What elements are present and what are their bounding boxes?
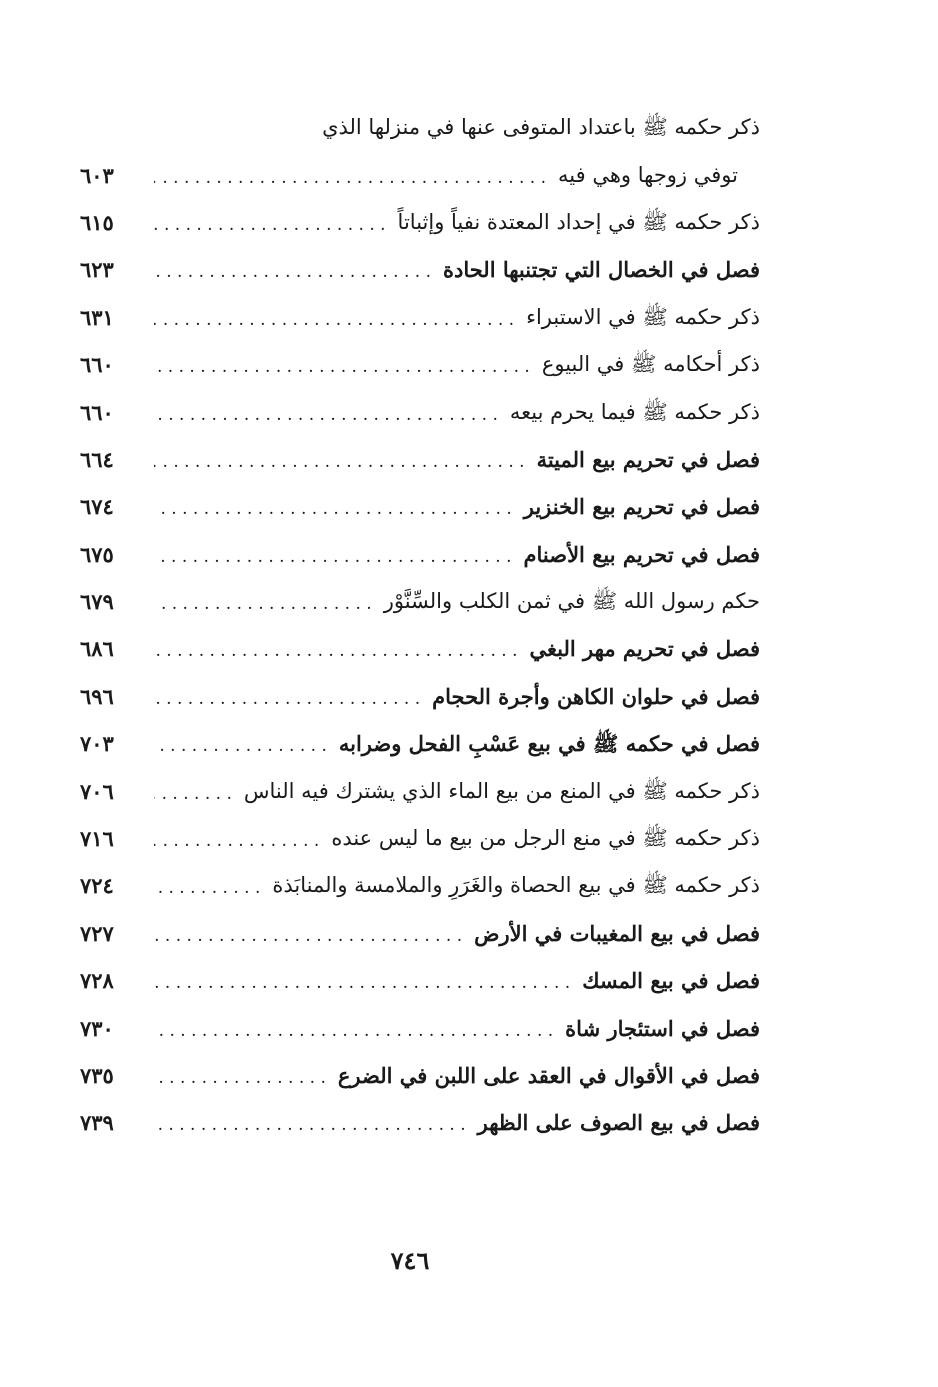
dot-leader — [154, 975, 570, 992]
toc-entry-page: ٧٢٨ — [80, 968, 114, 994]
toc-entry — [80, 294, 760, 341]
toc-entry-page: ٧٢٧ — [80, 920, 114, 946]
dot-leader — [154, 1117, 466, 1134]
toc-entry — [80, 531, 760, 578]
dot-leader — [154, 501, 512, 518]
toc-entry-title: ذكر حكمه ﷺ في المنع من بيع الماء الذي يشترك فيه الناس — [243, 778, 760, 803]
toc-entry-title: فصل في الخصال التي تجتنبها الحادة — [442, 257, 760, 283]
toc-entry-page: ٧٣٩ — [80, 1110, 114, 1136]
dot-leader — [154, 359, 530, 376]
dot-leader — [154, 264, 431, 281]
dot-leader — [154, 170, 546, 187]
dot-leader — [154, 833, 319, 850]
toc-entry — [80, 246, 760, 293]
toc-entry-title: ذكر حكمه ﷺ في الاستبراء — [526, 304, 760, 329]
dot-leader — [154, 454, 525, 471]
toc-entry-title: فصل في تحريم مهر البغي — [529, 636, 760, 662]
toc-entry-title: فصل في بيع المغيبات في الأرض — [474, 920, 760, 946]
toc-entry-title: فصل في استئجار شاة — [565, 1015, 760, 1041]
dot-leader — [154, 407, 498, 424]
toc-entry — [80, 1052, 760, 1099]
table-of-contents — [80, 104, 760, 1147]
toc-entry-title: ذكر حكمه ﷺ في إحداد المعتدة نفياً وإثباتاً — [397, 209, 760, 234]
toc-entry-title: ذكر حكمه ﷺ في بيع الحصاة والغَرَرِ والملامسة والمنابَذة — [272, 873, 760, 898]
toc-entry-page: ٦١٥ — [80, 209, 114, 235]
dot-leader — [154, 549, 512, 566]
toc-entry-page: ٦٦٠ — [80, 399, 114, 425]
toc-entry-page: ٦٠٣ — [80, 162, 114, 188]
toc-entry-title: فصل في بيع الصوف على الظهر — [477, 1110, 760, 1136]
toc-entry-title: ذكر أحكامه ﷺ في البيوع — [541, 352, 760, 377]
toc-entry-title: فصل في تحريم بيع الخنزير — [523, 494, 760, 520]
toc-entry-page: ٦٢٣ — [80, 257, 114, 283]
toc-entry — [80, 1099, 760, 1146]
dot-leader — [154, 1070, 326, 1087]
toc-entry — [80, 436, 760, 483]
toc-entry-title: ذكر حكمه ﷺ باعتداد المتوفى عنها في منزلها الذي — [322, 115, 760, 140]
toc-entry — [80, 957, 760, 1004]
dot-leader — [154, 596, 372, 613]
toc-entry-title: ذكر حكمه ﷺ في منع الرجل من بيع ما ليس عنده — [331, 826, 760, 851]
toc-entry — [80, 341, 760, 388]
dot-leader — [154, 738, 327, 755]
toc-entry-title: فصل في حلوان الكاهن وأجرة الحجام — [432, 683, 760, 709]
dot-leader — [154, 691, 420, 708]
toc-entry-title: فصل في تحريم بيع الأصنام — [523, 541, 760, 567]
toc-entry — [80, 862, 760, 909]
dot-leader — [154, 217, 386, 234]
toc-entry-title: فصل في حكمه ﷺ في بيع عَسْبِ الفحل وضرابه — [338, 731, 760, 757]
dot-leader — [154, 786, 232, 803]
toc-entry-page: ٧١٦ — [80, 826, 114, 852]
toc-entry — [80, 578, 760, 625]
dot-leader — [154, 312, 514, 329]
dot-leader — [154, 880, 260, 897]
toc-entry-page: ٦٣١ — [80, 304, 114, 330]
toc-entry-page: ٧٣٥ — [80, 1063, 114, 1088]
toc-entry-page: ٧٠٣ — [80, 731, 114, 757]
toc-entry-page: ٦٧٩ — [80, 589, 114, 615]
toc-entry — [80, 104, 760, 151]
toc-entry-title: توفي زوجها وهي فيه — [558, 162, 738, 187]
toc-entry-title: فصل في الأقوال في العقد على اللبن في الضرع — [337, 1063, 760, 1088]
toc-entry — [80, 1004, 760, 1051]
dot-leader — [154, 928, 462, 945]
toc-entry — [80, 910, 760, 957]
toc-entry — [80, 151, 760, 198]
toc-entry-title: فصل في بيع المسك — [582, 968, 760, 994]
toc-entry-page: ٧٠٦ — [80, 778, 114, 804]
toc-entry-page: ٦٧٤ — [80, 494, 114, 520]
toc-entry-page: ٦٦٠ — [80, 352, 114, 378]
toc-entry — [80, 815, 760, 862]
toc-entry-title: حكم رسول الله ﷺ في ثمن الكلب والسِّنَّوْر — [383, 589, 760, 614]
toc-entry — [80, 720, 760, 767]
toc-entry-page: ٦٩٦ — [80, 683, 114, 709]
toc-entry — [80, 625, 760, 672]
toc-entry — [80, 767, 760, 814]
toc-entry-title: ذكر حكمه ﷺ فيما يحرم بيعه — [509, 399, 760, 424]
toc-entry-page: ٦٨٦ — [80, 636, 114, 662]
dot-leader — [154, 1023, 553, 1040]
toc-entry-title: فصل في تحريم بيع الميتة — [536, 446, 760, 472]
toc-entry-page: ٦٦٤ — [80, 446, 114, 472]
toc-entry — [80, 673, 760, 720]
dot-leader — [154, 643, 518, 660]
toc-entry-page: ٧٣٠ — [80, 1015, 114, 1041]
toc-entry — [80, 483, 760, 530]
page-number: ٧٤٦ — [390, 1246, 430, 1275]
toc-entry — [80, 199, 760, 246]
toc-entry — [80, 388, 760, 435]
toc-entry-page: ٧٢٤ — [80, 873, 114, 899]
toc-entry-page: ٦٧٥ — [80, 541, 114, 567]
